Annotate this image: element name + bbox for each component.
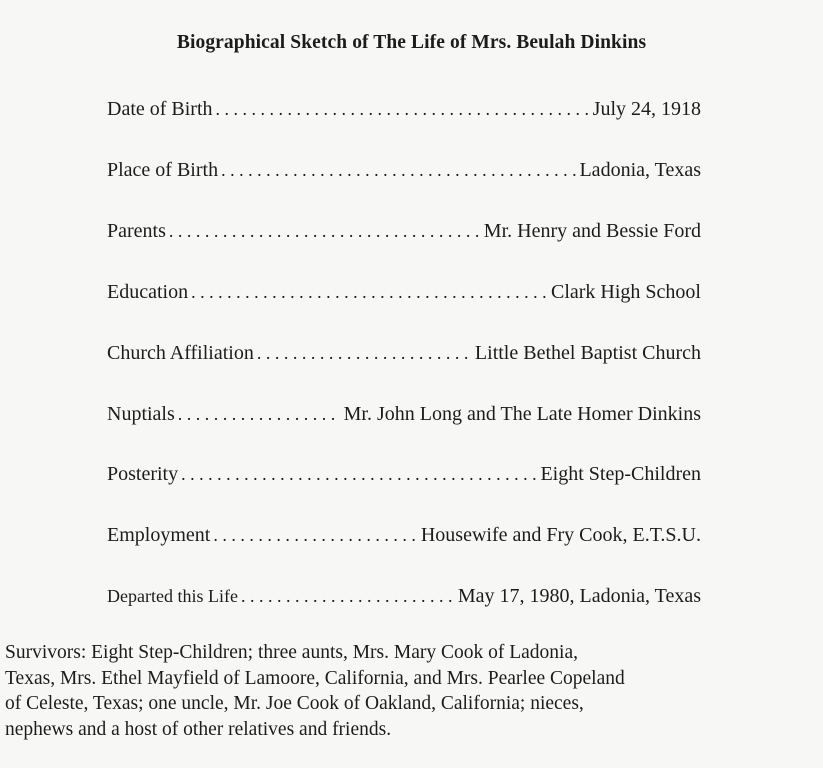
entry-value: Mr. John Long and The Late Homer Dinkins — [343, 403, 701, 425]
entry-parents — [107, 220, 701, 250]
entry-label: Place of Birth — [107, 159, 219, 181]
survivors-paragraph — [5, 640, 817, 742]
entry-value: Housewife and Fry Cook, E.T.S.U. — [420, 524, 701, 546]
dot-leader — [169, 221, 481, 242]
survivors-line: nephews and a host of other relatives and friends. — [5, 718, 392, 740]
entry-label: Nuptials — [107, 403, 175, 425]
entry-label: Date of Birth — [107, 98, 213, 120]
entry-place-of-birth — [107, 159, 701, 189]
dot-leader — [191, 282, 548, 303]
entry-value: Ladonia, Texas — [579, 159, 701, 181]
dot-leader — [257, 343, 472, 364]
entry-employment — [107, 524, 701, 554]
entry-value: Clark High School — [551, 281, 701, 303]
entry-value: Little Bethel Baptist Church — [474, 342, 701, 364]
entry-value: July 24, 1918 — [592, 98, 701, 120]
entry-label: Parents — [107, 220, 166, 242]
entry-label: Posterity — [107, 463, 179, 485]
entry-education — [107, 281, 701, 311]
dot-leader — [216, 99, 590, 120]
dot-leader — [181, 464, 537, 485]
entry-value: Eight Step-Children — [540, 463, 701, 485]
survivors-line: Survivors: Eight Step-Children; three aunts, Mrs. Mary Cook of Ladonia, — [5, 642, 579, 663]
entry-value: May 17, 1980, Ladonia, Texas — [457, 585, 701, 607]
document-title: Biographical Sketch of The Life of Mrs. Beulah Dinkins — [176, 32, 647, 53]
dot-leader — [213, 525, 418, 546]
entry-nuptials — [107, 403, 701, 433]
entry-label: Employment — [107, 524, 211, 546]
survivors-line: of Celeste, Texas; one uncle, Mr. Joe Cook of Oakland, California; nieces, — [5, 693, 584, 714]
dot-leader — [241, 586, 455, 607]
entry-date-of-birth — [107, 98, 701, 128]
entry-label: Church Affiliation — [107, 342, 254, 364]
entry-value: Mr. Henry and Bessie Ford — [483, 220, 701, 242]
entry-posterity — [107, 463, 701, 493]
dot-leader — [178, 404, 341, 425]
entry-label: Education — [107, 281, 189, 303]
entry-church-affiliation — [107, 342, 701, 372]
entry-label: Departed this Life — [107, 586, 238, 606]
dot-leader — [221, 160, 576, 181]
entry-departed-this-life — [107, 585, 701, 615]
survivors-line: Texas, Mrs. Ethel Mayfield of Lamoore, California, and Mrs. Pearlee Copeland — [5, 667, 625, 689]
